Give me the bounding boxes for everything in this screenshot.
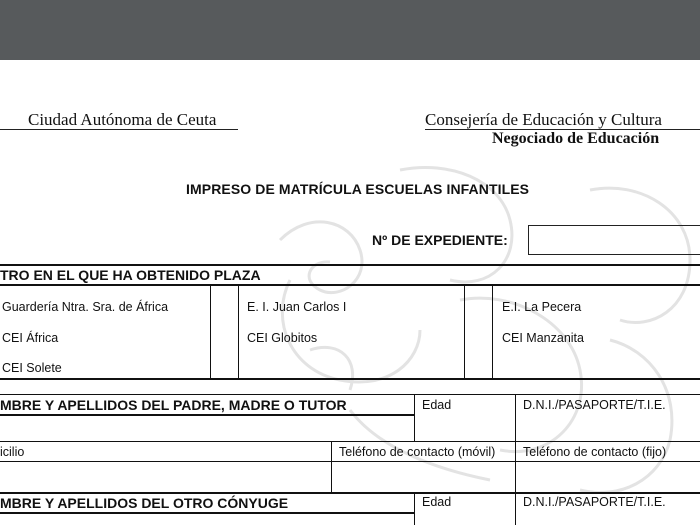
centro-option: CEI África [2, 331, 59, 345]
table-rule [0, 394, 700, 395]
tutor-edad-label: Edad [422, 398, 452, 412]
column-divider [414, 394, 415, 442]
section-rule [0, 492, 700, 494]
tutor-tel-movil-label: Teléfono de contacto (móvil) [339, 445, 496, 459]
section-rule [0, 378, 700, 380]
centro-option: CEI Solete [2, 361, 62, 375]
section-rule [0, 512, 414, 514]
tutor-domicilio-label: icilio [0, 445, 25, 459]
header-right-title: Consejería de Educación y Cultura [425, 110, 662, 129]
tutor-tel-fijo-label: Teléfono de contacto (fijo) [523, 445, 667, 459]
column-divider [238, 286, 239, 379]
header-right-subtitle: Negociado de Educación [492, 130, 660, 147]
tutor-section-title: MBRE Y APELLIDOS DEL PADRE, MADRE O TUTOR [0, 397, 347, 413]
column-divider [515, 394, 516, 494]
centro-option: CEI Globitos [247, 331, 318, 345]
column-divider [515, 492, 516, 525]
section-rule [0, 284, 700, 286]
centro-section-title: TRO EN EL QUE HA OBTENIDO PLAZA [0, 267, 261, 283]
header-left-rule [0, 129, 238, 130]
column-divider [492, 286, 493, 379]
centro-option: E.I. La Pecera [502, 300, 582, 314]
viewer-toolbar [0, 0, 700, 60]
column-divider [464, 286, 465, 379]
column-divider [331, 441, 332, 493]
expediente-label: Nº DE EXPEDIENTE: [372, 232, 508, 248]
conyuge-section-title: MBRE Y APELLIDOS DEL OTRO CÓNYUGE [0, 495, 289, 511]
form-title: IMPRESO DE MATRÍCULA ESCUELAS INFANTILES [186, 181, 530, 197]
conyuge-edad-label: Edad [422, 495, 452, 509]
expediente-field[interactable] [528, 225, 700, 255]
conyuge-dni-label: D.N.I./PASAPORTE/T.I.E. [523, 495, 666, 509]
section-rule [0, 414, 414, 416]
column-divider [414, 492, 415, 525]
header-left-title: Ciudad Autónoma de Ceuta [28, 110, 217, 129]
column-divider [210, 286, 211, 379]
table-rule [0, 441, 700, 442]
tutor-dni-label: D.N.I./PASAPORTE/T.I.E. [523, 398, 666, 412]
centro-option: CEI Manzanita [502, 331, 584, 345]
centro-option: E. I. Juan Carlos I [247, 300, 347, 314]
section-rule [0, 264, 700, 266]
table-rule [0, 461, 700, 462]
centro-option: Guardería Ntra. Sra. de África [2, 300, 169, 314]
